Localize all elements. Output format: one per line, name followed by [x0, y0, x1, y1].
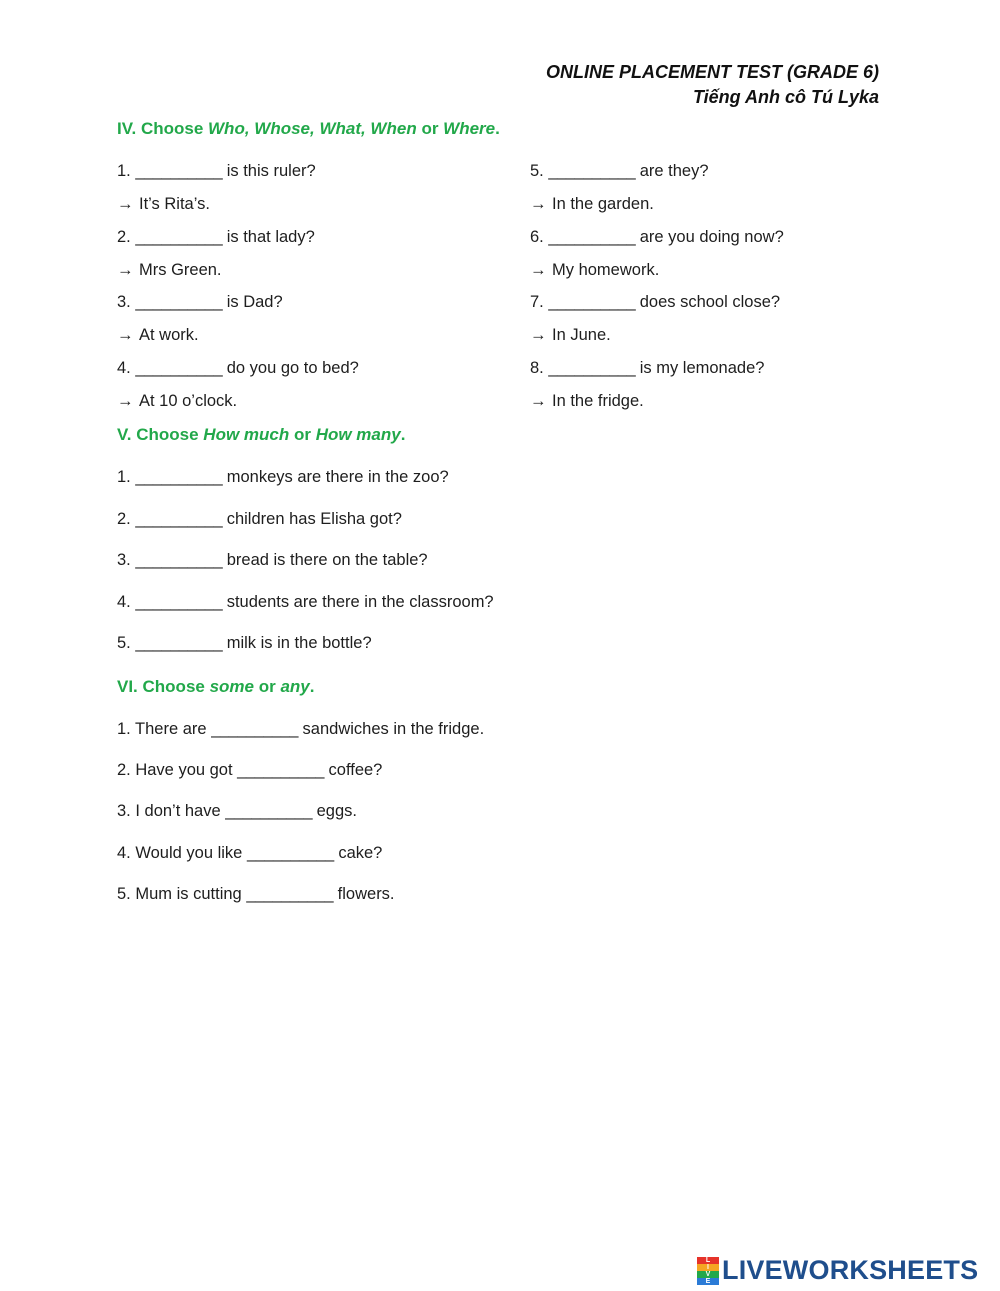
arrow-icon: →	[117, 195, 134, 213]
worksheet-header	[546, 60, 879, 110]
question-row: 7. __________ does school close?	[530, 293, 781, 311]
question-row: 2. Have you got __________ coffee?	[117, 761, 383, 779]
answer-blank[interactable]: __________	[548, 359, 636, 377]
logo-text: LIVEWORKSHEETS	[722, 1254, 979, 1285]
answer-row: → In June.	[530, 326, 611, 344]
question-row: 5. Mum is cutting __________ flowers.	[117, 885, 395, 903]
answer-row: → At work.	[117, 326, 199, 344]
question-row: 2. __________ is that lady?	[117, 228, 315, 246]
question-row: 2. __________ children has Elisha got?	[117, 510, 402, 528]
answer-blank[interactable]: __________	[135, 162, 223, 180]
question-row: 1. There are __________ sandwiches in the fridge.	[117, 720, 485, 738]
answer-row: → My homework.	[530, 261, 660, 279]
section-5-title: V. Choose How much or How many.	[117, 425, 406, 444]
answer-blank[interactable]: __________	[135, 551, 223, 569]
worksheet-subtitle: Tiếng Anh cô Tú Lyka	[692, 87, 879, 107]
question-row: 3. I don’t have __________ eggs.	[117, 802, 357, 820]
question-row: 5. __________ milk is in the bottle?	[117, 634, 372, 652]
arrow-icon: →	[530, 392, 547, 410]
arrow-icon: →	[117, 261, 134, 279]
question-row: 4. __________ students are there in the classroom?	[117, 593, 494, 611]
section-6-title: VI. Choose some or any.	[117, 677, 315, 696]
answer-row: → Mrs Green.	[117, 261, 222, 279]
arrow-icon: →	[117, 392, 134, 410]
arrow-icon: →	[530, 326, 547, 344]
logo-mark-icon: L I V E	[697, 1257, 719, 1283]
question-row: 6. __________ are you doing now?	[530, 228, 784, 246]
answer-blank[interactable]: __________	[135, 468, 223, 486]
answer-blank[interactable]: __________	[225, 802, 313, 820]
question-row: 8. __________ is my lemonade?	[530, 359, 765, 377]
worksheet-title: ONLINE PLACEMENT TEST (GRADE 6)	[545, 62, 879, 82]
answer-row: → At 10 o’clock.	[117, 392, 238, 410]
answer-blank[interactable]: __________	[135, 593, 223, 611]
arrow-icon: →	[530, 261, 547, 279]
answer-row: → It’s Rita’s.	[117, 195, 210, 213]
answer-blank[interactable]: __________	[246, 844, 334, 862]
question-row: 1. __________ monkeys are there in the zoo?	[117, 468, 449, 486]
answer-blank[interactable]: __________	[135, 293, 223, 311]
answer-blank[interactable]: __________	[548, 162, 636, 180]
question-row: 4. Would you like __________ cake?	[117, 844, 383, 862]
question-row: 4. __________ do you go to bed?	[117, 359, 359, 377]
section-4-title: IV. Choose Who, Whose, What, When or Where.	[117, 119, 500, 138]
question-row: 5. __________ are they?	[530, 162, 709, 180]
answer-blank[interactable]: __________	[135, 228, 223, 246]
question-row: 3. __________ is Dad?	[117, 293, 283, 311]
answer-blank[interactable]: __________	[237, 761, 324, 779]
answer-blank[interactable]: __________	[135, 359, 223, 377]
arrow-icon: →	[530, 195, 547, 213]
answer-blank[interactable]: __________	[246, 885, 334, 903]
answer-row: → In the garden.	[530, 195, 654, 213]
answer-row: → In the fridge.	[530, 392, 644, 410]
liveworksheets-logo[interactable]	[697, 1255, 978, 1285]
answer-blank[interactable]: __________	[548, 293, 636, 311]
answer-blank[interactable]: __________	[211, 720, 298, 738]
question-row: 3. __________ bread is there on the table?	[117, 551, 428, 569]
question-row: 1. __________ is this ruler?	[117, 162, 316, 180]
arrow-icon: →	[117, 326, 134, 344]
answer-blank[interactable]: __________	[135, 510, 223, 528]
answer-blank[interactable]: __________	[135, 634, 223, 652]
answer-blank[interactable]: __________	[548, 228, 636, 246]
